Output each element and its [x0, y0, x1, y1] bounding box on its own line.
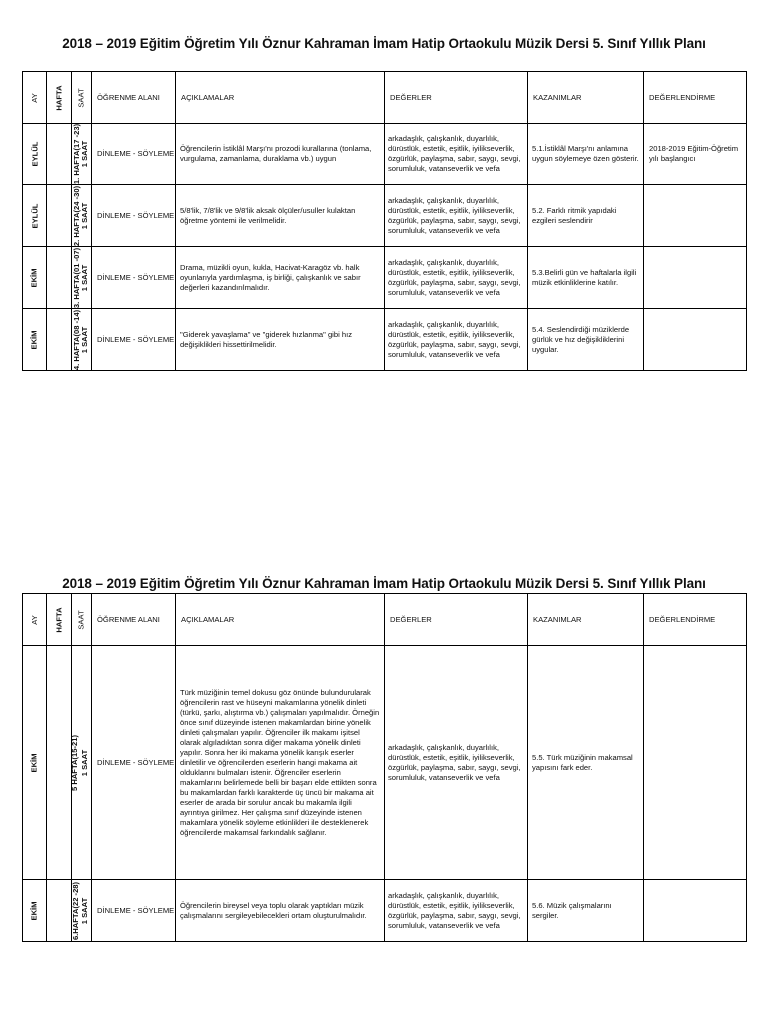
cell-saat: 1 SAAT: [72, 247, 92, 309]
page2-title: 2018 – 2019 Eğitim Öğretim Yılı Öznur Kahraman İmam Hatip Ortaokulu Müzik Dersi 5. Sınıf Yıllık Planı: [62, 576, 706, 591]
cell-degerlendirme: [644, 247, 747, 309]
cell-degerlendirme: [644, 309, 747, 371]
cell-ay: EKİM: [23, 247, 47, 309]
cell-degerlendirme: [644, 880, 747, 942]
header-ay: AY: [23, 72, 47, 124]
cell-ay: EKİM: [23, 309, 47, 371]
table-row: [23, 124, 747, 185]
cell-degerler: arkadaşlık, çalışkanlık, duyarlılık, dürüstlük, estetik, eşitlik, iyilikseverlik, özgürlük, paylaşma, sabır, saygı, sevgi, sorumluluk, vatanseverlik ve vefa: [385, 880, 528, 942]
cell-aciklama: Öğrencilerin İstiklâl Marşı'nı prozodi kurallarına (tonlama, vurgulama, zamanlama, duraklama vb.) uygun: [176, 124, 385, 185]
cell-degerler: arkadaşlık, çalışkanlık, duyarlılık, dürüstlük, estetik, eşitlik, iyilikseverlik, özgürlük, paylaşma, sabır, saygı, sevgi, sorumluluk, vatanseverlik ve vefa: [385, 124, 528, 185]
cell-kazanim: 5.1.İstiklâl Marşı'nı anlamına uygun söylemeye özen gösterir.: [528, 124, 644, 185]
cell-kazanim: 5.6. Müzik çalışmalarını sergiler.: [528, 880, 644, 942]
header-ogrenme-alani: ÖĞRENME ALANI: [92, 594, 176, 646]
cell-kazanim: 5.3.Belirli gün ve haftalarla ilgili müzik etkinliklerine katılır.: [528, 247, 644, 309]
cell-degerlendirme: [644, 185, 747, 247]
header-hafta: HAFTA: [47, 72, 72, 124]
cell-aciklama: Drama, müzikli oyun, kukla, Hacivat-Karagöz vb. halk oyunlarıyla yardımlaşma, iş birliği, çalışkanlık ve sabır değerleri kazandırılmalıdır.: [176, 247, 385, 309]
table-row: [23, 646, 747, 880]
table-header-row: [23, 72, 747, 124]
cell-aciklama: "Giderek yavaşlama" ve "giderek hızlanma" gibi hız değişiklikleri hissettirilmelidir.: [176, 309, 385, 371]
cell-aciklama: Öğrencilerin bireysel veya toplu olarak yaptıkları müzik çalışmalarını sergileyebilecekleri ortam oluşturulmalıdır.: [176, 880, 385, 942]
cell-aciklama: Türk müziğinin temel dokusu göz önünde bulundurularak öğrencilerin rast ve hüseyni makamlarına yönelik dinleti (türkü, şarkı, alıştırma vb.) çalışmaları yapılmalıdır. Örneğin önce sınıf düzeyinde istenen makamlardan birine yönelik dinleti çalışmaları yapılır. Öğrenciler ilk makamı işitsel olarak algıladıktan sonra diğer makama yönelik dinleti yapılır. Sonra her iki makama yönelik karışık eserler dinletilir ve öğrencilerden eserlerin hangi makama ait olduklarını bulmaları istenir. Öğrenciler eserlerin makamlarını belirlemede belli bir başarı elde ettikten sonra bu makamlardan farklı karakterde üç üncü bir makama ait eserler de arada bir sorulur ancak bu makamla ilgili ayrıntıya girilmez. Her çalışma sınıf düzeyinde istenen makamlara yönelik söyleme etkinlikleri ile desteklenerek öğrencilerde makamsal farkındalık sağlanır.: [176, 646, 385, 880]
page1-title: 2018 – 2019 Eğitim Öğretim Yılı Öznur Kahraman İmam Hatip Ortaokulu Müzik Dersi 5. Sınıf Yıllık Planı: [62, 36, 706, 51]
page2-plan-table: [22, 593, 747, 942]
cell-degerler: arkadaşlık, çalışkanlık, duyarlılık, dürüstlük, estetik, eşitlik, iyilikseverlik, özgürlük, paylaşma, sabır, saygı, sevgi, sorumluluk, vatanseverlik ve vefa: [385, 646, 528, 880]
cell-degerler: arkadaşlık, çalışkanlık, duyarlılık, dürüstlük, estetik, eşitlik, iyilikseverlik, özgürlük, paylaşma, sabır, saygı, sevgi, sorumluluk, vatanseverlik ve vefa: [385, 247, 528, 309]
cell-degerlendirme: [644, 646, 747, 880]
cell-ogrenme-alani: DİNLEME - SÖYLEME: [92, 124, 176, 185]
header-hafta: HAFTA: [47, 594, 72, 646]
cell-ay: EKİM: [23, 646, 47, 880]
cell-ogrenme-alani: DİNLEME - SÖYLEME: [92, 309, 176, 371]
cell-hafta: 4. HAFTA(08 -14): [47, 309, 72, 371]
cell-saat: 1 SAAT: [72, 646, 92, 880]
header-saat: SAAT: [72, 594, 92, 646]
cell-ogrenme-alani: DİNLEME - SÖYLEME: [92, 185, 176, 247]
cell-ogrenme-alani: DİNLEME - SÖYLEME: [92, 247, 176, 309]
table-row: [23, 247, 747, 309]
header-degerlendirme: DEĞERLENDİRME: [644, 594, 747, 646]
cell-degerlendirme: 2018-2019 Eğitim-Öğretim yılı başlangıcı: [644, 124, 747, 185]
cell-saat: 1 SAAT: [72, 124, 92, 185]
header-kazanimlar: KAZANIMLAR: [528, 594, 644, 646]
cell-aciklama: 5/8'lik, 7/8'lik ve 9/8'lik aksak ölçüler/usuller kulaktan öğretme yöntemi ile verilmelidir.: [176, 185, 385, 247]
cell-hafta: 3. HAFTA(01 -07): [47, 247, 72, 309]
header-degerler: DEĞERLER: [385, 594, 528, 646]
cell-ay: EKİM: [23, 880, 47, 942]
cell-hafta: 1. HAFTA(17 -23): [47, 124, 72, 185]
table-header-row: [23, 594, 747, 646]
cell-kazanim: 5.2. Farklı ritmik yapıdaki ezgileri seslendirir: [528, 185, 644, 247]
cell-kazanim: 5.4. Seslendirdiği müziklerde gürlük ve hız değişikliklerini uygular.: [528, 309, 644, 371]
cell-hafta: 2. HAFTA(24 -30): [47, 185, 72, 247]
header-aciklamalar: AÇIKLAMALAR: [176, 72, 385, 124]
cell-ogrenme-alani: DİNLEME - SÖYLEME: [92, 880, 176, 942]
cell-kazanim: 5.5. Türk müziğinin makamsal yapısını fark eder.: [528, 646, 644, 880]
header-degerlendirme: DEĞERLENDİRME: [644, 72, 747, 124]
cell-saat: 1 SAAT: [72, 309, 92, 371]
cell-degerler: arkadaşlık, çalışkanlık, duyarlılık, dürüstlük, estetik, eşitlik, iyilikseverlik, özgürlük, paylaşma, sabır, saygı, sevgi, sorumluluk, vatanseverlik ve vefa: [385, 309, 528, 371]
page1-plan-table: [22, 71, 747, 371]
table-row: [23, 880, 747, 942]
header-kazanimlar: KAZANIMLAR: [528, 72, 644, 124]
header-ogrenme-alani: ÖĞRENME ALANI: [92, 72, 176, 124]
table-row: [23, 309, 747, 371]
header-ay: AY: [23, 594, 47, 646]
cell-ay: EYLÜL: [23, 185, 47, 247]
table-row: [23, 185, 747, 247]
header-aciklamalar: AÇIKLAMALAR: [176, 594, 385, 646]
cell-ay: EYLÜL: [23, 124, 47, 185]
cell-hafta: 5 HAFTA(15-21): [47, 646, 72, 880]
cell-ogrenme-alani: DİNLEME - SÖYLEME: [92, 646, 176, 880]
header-degerler: DEĞERLER: [385, 72, 528, 124]
cell-saat: 1 SAAT: [72, 880, 92, 942]
cell-saat: 1 SAAT: [72, 185, 92, 247]
cell-degerler: arkadaşlık, çalışkanlık, duyarlılık, dürüstlük, estetik, eşitlik, iyilikseverlik, özgürlük, paylaşma, sabır, saygı, sevgi, sorumluluk, vatanseverlik ve vefa: [385, 185, 528, 247]
cell-hafta: 6.HAFTA(22 -28): [47, 880, 72, 942]
header-saat: SAAT: [72, 72, 92, 124]
